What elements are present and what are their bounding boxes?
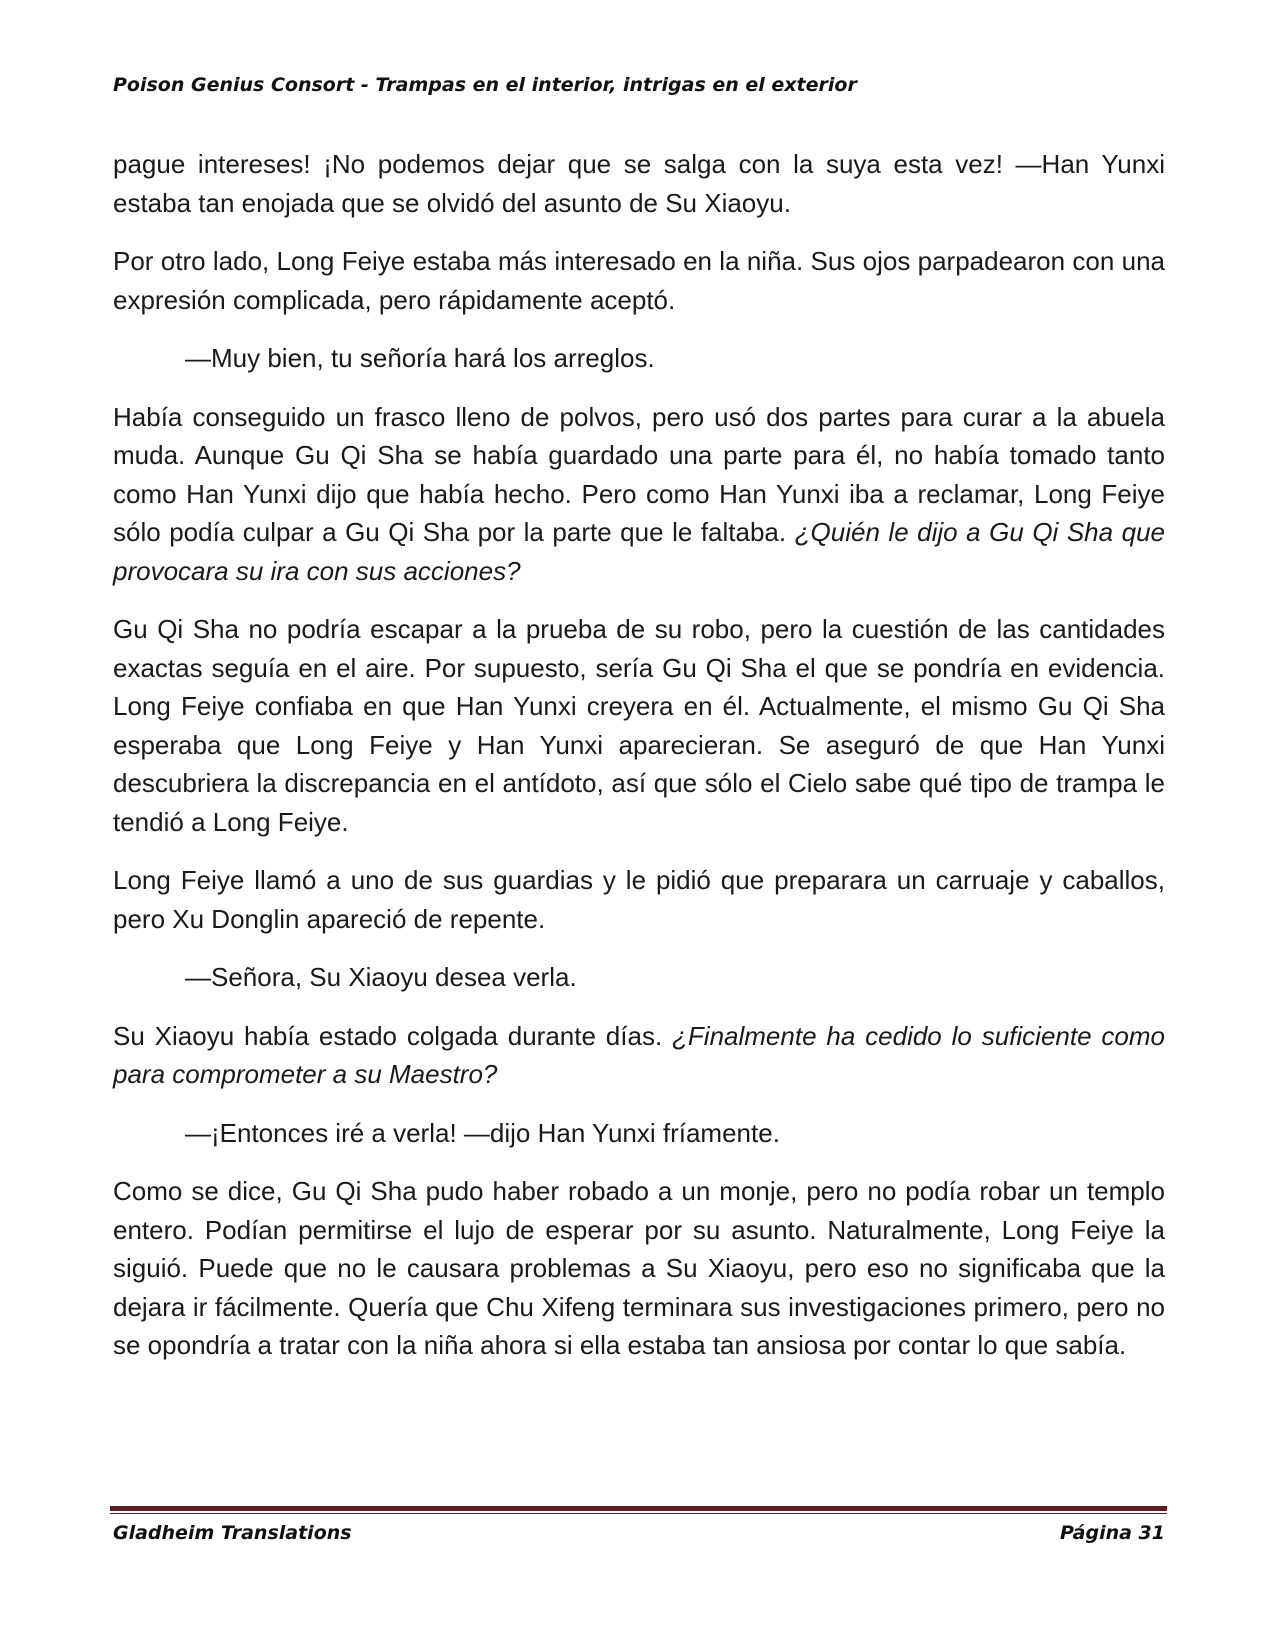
italic-thought: ¿Quién le dijo a Gu Qi Sha que provocara su ira con sus acciones? [113,517,1165,586]
paragraph-text: Por otro lado, Long Feiye estaba más interesado en la niña. Sus ojos parpadearon con una expresión complicada, pero rápidamente aceptó. [113,246,1165,315]
paragraph [113,1017,1165,1094]
footer-divider-thick [110,1506,1167,1511]
paragraph [113,398,1165,591]
dialogue-line [113,958,1165,997]
paragraph-text: Gu Qi Sha no podría escapar a la prueba de su robo, pero la cuestión de las cantidades exactas seguía en el aire. Por supuesto, sería Gu Qi Sha el que se pondría en evidencia. Long Feiye confiaba en que Han Yunxi creyera en él. Actualmente, el mismo Gu Qi Sha esperaba que Long Feiye y Han Yunxi aparecieran. Se aseguró de que Han Yunxi descubriera la discrepancia en el antídoto, así que sólo el Cielo sabe qué tipo de trampa le tendió a Long Feiye. [113,614,1165,837]
footer-page-number: Página 31 [1059,1522,1165,1544]
footer-divider-thin [110,1513,1167,1514]
italic-thought: ¿Finalmente ha cedido lo suficiente como para comprometer a su Maestro? [113,1020,1165,1089]
paragraph-text: —Muy bien, tu señoría hará los arreglos. [185,343,655,373]
paragraph-text: —Señora, Su Xiaoyu desea verla. [185,962,577,992]
paragraph [113,242,1165,319]
page-header: Poison Genius Consort - Trampas en el interior, intrigas en el exterior [113,74,857,96]
paragraph-text: Long Feiye llamó a uno de sus guardias y le pidió que preparara un carruaje y caballos, pero Xu Donglin apareció de repente. [113,865,1165,934]
paragraph [113,861,1165,938]
paragraph-text: Como se dice, Gu Qi Sha pudo haber robado a un monje, pero no podía robar un templo entero. Podían permitirse el lujo de esperar por su asunto. Naturalmente, Long Feiye la siguió. Puede que no le causara problemas a Su Xiaoyu, pero eso no significaba que la dejara ir fácilmente. Quería que Chu Xifeng terminara sus investigaciones primero, pero no se opondría a tratar con la niña ahora si ella estaba tan ansiosa por contar lo que sabía. [113,1176,1165,1360]
document-body [113,145,1165,1385]
paragraph [113,610,1165,841]
paragraph [113,145,1165,222]
paragraph-text: Su Xiaoyu había estado colgada durante días. [113,1020,663,1051]
dialogue-line [113,339,1165,378]
footer-divider [110,1506,1167,1516]
paragraph [113,1172,1165,1365]
dialogue-line [113,1114,1165,1153]
paragraph-text: pague intereses! ¡No podemos dejar que se salga con la suya esta vez! —Han Yunxi estaba tan enojada que se olvidó del asunto de Su Xiaoyu. [113,149,1165,218]
footer-translator: Gladheim Translations [113,1522,352,1544]
paragraph-text: Había conseguido un frasco lleno de polvos, pero usó dos partes para curar a la abuela muda. Aunque Gu Qi Sha se había guardado una parte para él, no había tomado tanto como Han Yunxi dijo que había hecho. Pero como Han Yunxi iba a reclamar, Long Feiye sólo podía culpar a Gu Qi Sha por la parte que le faltaba. [113,401,1165,547]
paragraph-text: —¡Entonces iré a verla! —dijo Han Yunxi fríamente. [185,1117,780,1148]
